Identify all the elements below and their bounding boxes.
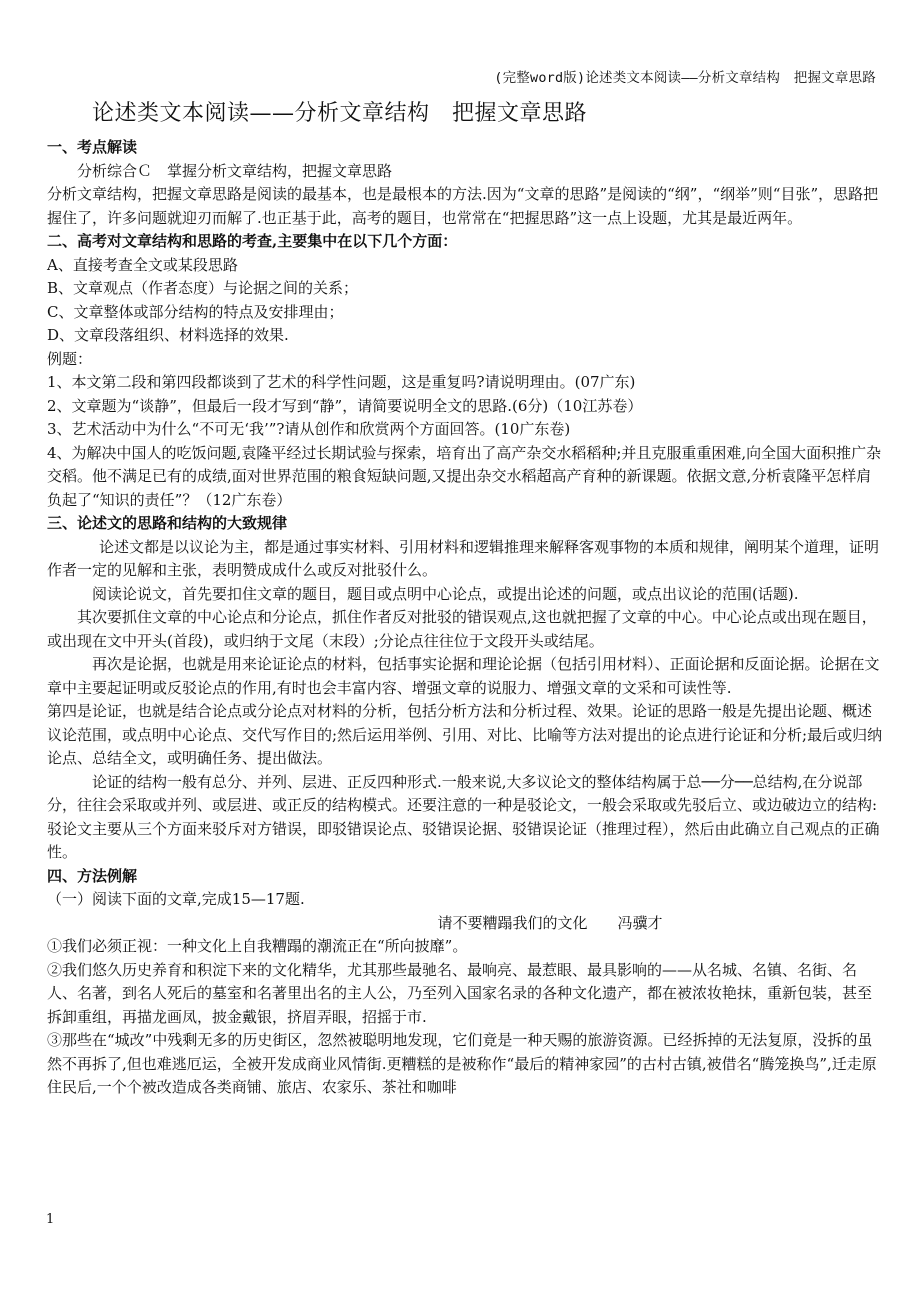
running-header: (完整word版)论述类文本阅读——分析文章结构 把握文章思路 (494, 70, 876, 86)
section-1-paragraph: 分析文章结构，把握文章思路是阅读的最基本，也是最根本的方法.因为“文章的思路”是阅读的“纲”，“纲举”则“目张”，思路把握住了，许多问题就迎刃而解了.也正基于此，高考的题目，也常常在“把握思路”这一点上设题，尤其是最近两年。 (47, 185, 879, 227)
page-title: 论述类文本阅读——分析文章结构 把握文章思路 (92, 101, 588, 126)
example-item: 3、艺术活动中为什么“不可无‘我’”?请从创作和欣赏两个方面回答。(10广东卷) (47, 420, 571, 438)
article-paragraph: ①我们必须正视：一种文化上自我糟蹋的潮流正在“所向披靡”。 (47, 937, 468, 955)
example-item: 4、为解决中国人的吃饭问题,袁隆平经过长期试验与探索，培育出了高产杂交水稻稻种;并且克服重重困难,向全国大面积推广杂交稻。他不满足已有的成绩,面对世界范围的粮食短缺问题,又提出杂交水稻超高产育种的新课题。依据文意,分析袁隆平怎样肩负起了“知识的责任”？（12广东卷） (47, 443, 882, 509)
example-item: 2、文章题为“谈静”，但最后一段才写到“静”，请简要说明全文的思路.(6分)（10江苏卷） (47, 396, 643, 415)
list-item: A、直接考查全文或某段思路 (47, 255, 238, 274)
section-1-heading: 一、考点解读 (47, 138, 138, 156)
section-3-heading: 三、论述文的思路和结构的大致规律 (47, 514, 288, 532)
section-4-subheading: （一）阅读下面的文章,完成15—17题. (47, 890, 305, 908)
list-item: C、文章整体或部分结构的特点及安排理由； (47, 302, 344, 321)
article-paragraph: ②我们悠久历史养育和积淀下来的文化精华，尤其那些最驰名、最响亮、最惹眼、最具影响的——从名城、名镇、名街、名人、名著，到名人死后的墓室和名著里出名的主人公，乃至列入国家名录的各种文化遗产，都在被浓妆艳抹，重新包装，甚至拆卸重组，再描龙画凤，披金戴银，挤眉弄眼，招摇于市. (47, 960, 873, 1026)
page-number: 1 (46, 1212, 55, 1227)
section-4-heading: 四、方法例解 (47, 866, 138, 885)
example-item: 1、本文第二段和第四段都谈到了艺术的科学性问题，这是重复吗?请说明理由。(07广东) (47, 373, 636, 391)
section-3-paragraph: 阅读论说文，首先要扣住文章的题目，题目或点明中心论点，或提出论述的问题，或点出议论的范围(话题). (92, 584, 799, 603)
section-2-heading: 二、高考对文章结构和思路的考查,主要集中在以下几个方面： (47, 232, 458, 250)
section-3-paragraph: 第四是论证，也就是结合论点或分论点对材料的分析，包括分析方法和分析过程、效果。论证的思路一般是先提出论题、概述议论范围，或点明中心论点、交代写作目的;然后运用举例、引用、对比、比喻等方法对提出的论点进行论证和分析;最后或归纳论点、总结全文，或明确任务、提出做法。 (47, 702, 883, 767)
article-paragraph: ③那些在“城改”中残剩无多的历史街区，忽然被聪明地发现，它们竟是一种天赐的旅游资源。已经拆掉的无法复原，没拆的虽然不再拆了,但也难逃厄运，全被开发成商业风情街.更糟糕的是被称作“最后的精神家园”的古村古镇,被借名“腾笼换鸟”,迁走原住民后,一个个被改造成各类商铺、旅店、农家乐、茶社和咖啡 (47, 1031, 877, 1096)
section-3-paragraph: 其次要抓住文章的中心论点和分论点，抓住作者反对批驳的错误观点,这也就把握了文章的中心。中心论点或出现在题目，或出现在文中开头(首段)，或归纳于文尾（末段）;分论点往往位于文段开头或结尾。 (47, 608, 877, 650)
document-body (47, 136, 883, 1100)
section-3-paragraph: 论述文都是以议论为主，都是通过事实材料、引用材料和逻辑推理来解释客观事物的本质和规律，阐明某个道理，证明作者一定的见解和主张，表明赞成成什么或反对批驳什么。 (47, 537, 880, 579)
example-label: 例题： (47, 349, 93, 368)
section-3-paragraph: 再次是论据，也就是用来论证论点的材料，包括事实论据和理论论据（包括引用材料）、正面论据和反面论据。论据在文章中主要起证明或反驳论点的作用,有时也会丰富内容、增强文章的说服力、增强文章的文采和可读性等. (47, 655, 880, 697)
article-title: 请不要糟蹋我们的文化 冯骥才 (437, 913, 663, 932)
section-1-line: 分析综合Ｃ 掌握分析文章结构，把握文章思路 (77, 161, 393, 180)
list-item: D、文章段落组织、材料选择的效果. (47, 326, 289, 344)
list-item: B、文章观点（作者态度）与论据之间的关系； (47, 279, 359, 297)
section-3-paragraph: 论证的结构一般有总分、并列、层进、正反四种形式.一般来说,大多议论文的整体结构属于总──分──总结构,在分说部分，往往会采取或并列、或层进、或正反的结构模式。还要注意的一种是驳论文，一般会采取或先驳后立、或边破边立的结构:驳论文主要从三个方面来驳斥对方错误，即驳错误论点、驳错误论据、驳错误论证（推理过程），然后由此确立自己观点的正确性。 (47, 772, 880, 861)
